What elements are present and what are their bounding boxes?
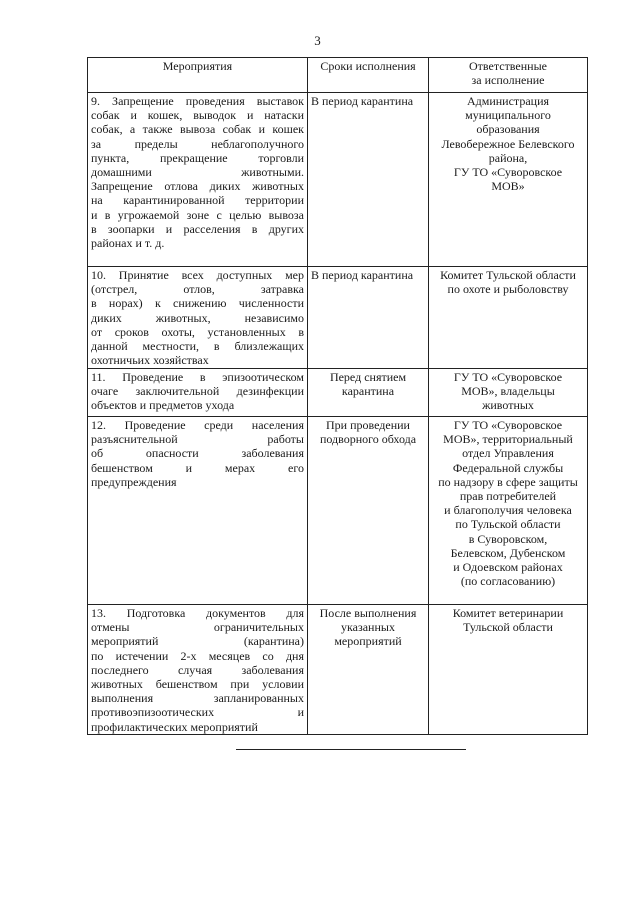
text-line: по охоте и рыболовству [447,282,569,297]
text-line: от сроков охоты, установленных в [91,324,304,339]
table-header-row [88,58,588,93]
table-row [88,93,588,267]
text-line: охотничьих хозяйствах [91,353,209,368]
text-line: данной местности, в близлежащих [91,339,304,354]
page-number: 3 [314,33,321,48]
text-line: ГУ ТО «Суворовское [453,418,563,432]
text-line: по истечении 2-х месяцев со дня [91,648,304,663]
text-line: 13. Подготовка документов для [91,606,304,620]
deadline-cell [308,369,429,417]
text-line: бешенством и мерах его [91,460,304,475]
header-responsible-line: за исполнение [471,73,545,88]
text-line: в Суворовском, [468,531,548,546]
text-line: В период карантина [311,94,414,108]
text-line: МОВ», владельцы [461,384,555,399]
text-line: животных бешенством при условии [91,677,304,692]
activity-cell [88,417,308,605]
text-line: образования [476,122,540,137]
text-line: (по согласованию) [460,574,556,589]
text-line: В период карантина [311,268,414,282]
deadline-cell [308,605,429,735]
text-line: Перед снятием [329,370,407,384]
text-line: мероприятий [334,634,402,649]
text-line: домашними животными. [91,165,304,180]
text-line: и благополучия человека [444,503,572,518]
text-line: После выполнения [319,606,417,620]
text-line: собак, а также вывоза собак и кошек [91,122,304,137]
text-line: муниципального [465,108,551,123]
end-of-document-rule [236,749,466,750]
text-line: (отстрел, отлов, затравка [91,282,304,297]
text-line: Тульской области [463,620,553,635]
text-line: МОВ», территориальный [443,432,573,447]
header-deadline: Сроки исполнения [308,58,429,93]
text-line: последнего случая заболевания [91,662,304,677]
table-row [88,417,588,605]
deadline-cell [308,267,429,369]
text-line: Администрация [466,94,550,108]
header-responsible [429,58,588,93]
text-line: и в угрожаемой зоне с целью вывоза [91,207,304,222]
header-responsible-line: Ответственные [469,59,547,73]
header-activity: Мероприятия [88,58,308,93]
text-line: профилактических мероприятий [91,719,258,734]
text-line: ГУ ТО «Суворовское [453,370,563,384]
text-line: диких животных, независимо [91,310,304,325]
text-line: Запрещение отлова диких животных [91,179,304,194]
text-line: ГУ ТО «Суворовское [453,165,563,180]
text-line: Комитет Тульской области [440,268,576,282]
text-line: в норах) к снижению численности [91,296,304,311]
activity-cell [88,93,308,267]
table-row [88,267,588,369]
text-line: разъяснительной работы [91,432,304,447]
text-line: 9. Запрещение проведения выставок [91,94,304,108]
text-line: районах и т. д. [91,236,165,251]
text-line: При проведении [326,418,410,432]
deadline-cell [308,417,429,605]
text-line: прав потребителей [459,489,557,504]
text-line: противоэпизоотических и [91,705,304,720]
text-line: и Одоевском районах [453,560,563,575]
text-line: выполнения запланированных [91,691,304,706]
text-line: объектов и предметов ухода [91,398,235,413]
text-line: Белевском, Дубенском [450,545,566,560]
text-line: по Тульской области [455,517,561,532]
responsible-cell [429,417,588,605]
text-line: животных [482,398,534,413]
text-line: района, [488,150,528,165]
activity-cell [88,605,308,735]
text-line: МОВ» [491,179,525,194]
text-line: Левобережное Белевского [441,136,575,151]
text-line: карантина [341,384,395,399]
responsible-cell [429,369,588,417]
text-line: об опасности заболевания [91,446,304,461]
text-line: указанных [341,620,395,635]
measures-table [87,57,588,735]
text-line: Федеральной службы [452,460,564,475]
responsible-cell [429,605,588,735]
activity-cell [88,369,308,417]
table-row [88,605,588,735]
text-line: по надзору в сфере защиты [438,474,578,489]
text-line: мероприятий (карантина) [91,634,304,649]
responsible-cell [429,267,588,369]
text-line: подворного обхода [319,432,417,447]
text-line: очаге заключительной дезинфекции [91,384,304,399]
text-line: пункта, прекращение торговли [91,150,304,165]
text-line: предупреждения [91,474,177,489]
table-row [88,369,588,417]
text-line: 10. Принятие всех доступных мер [91,268,304,282]
text-line: собак и кошек, выводок и натаски [91,108,304,123]
text-line: за пределы неблагополучного [91,136,304,151]
text-line: отмены ограничительных [91,620,304,635]
text-line: 11. Проведение в эпизоотическом [91,370,304,384]
text-line: на карантинированной территории [91,193,304,208]
text-line: 12. Проведение среди населения [91,418,304,432]
deadline-cell [308,93,429,267]
responsible-cell [429,93,588,267]
text-line: отдел Управления [462,446,554,461]
text-line: в зоопарки и расселения в других [91,221,304,236]
text-line: Комитет ветеринарии [452,606,564,620]
activity-cell [88,267,308,369]
